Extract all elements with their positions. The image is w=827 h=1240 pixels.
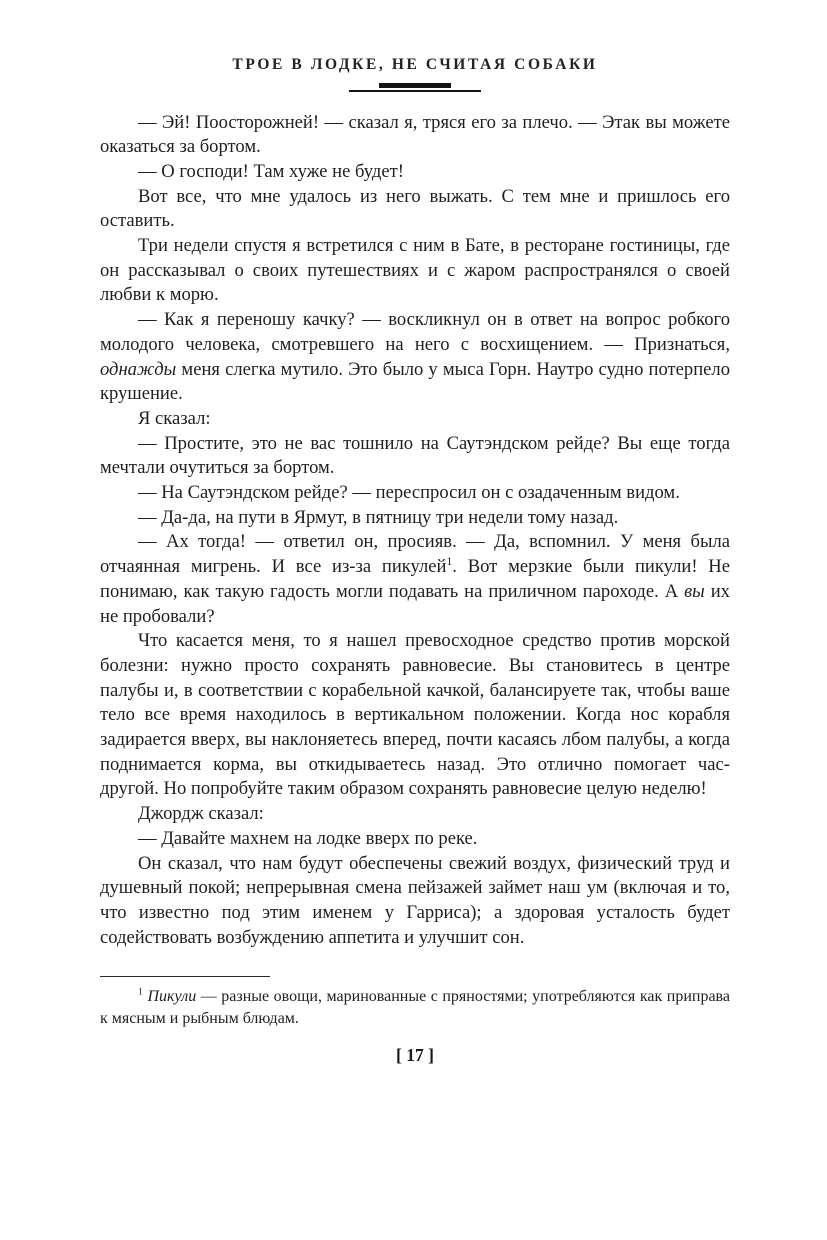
paragraph: — Эй! Поосторожней! — сказал я, тряся его за плечо. — Этак вы можете оказаться за бортом. xyxy=(100,111,730,158)
divider-thick-bar xyxy=(379,83,451,88)
paragraph: Вот все, что мне удалось из него выжать. С тем мне и пришлось его оставить. xyxy=(100,185,730,232)
paragraph: — О господи! Там хуже не будет! xyxy=(138,160,404,182)
paragraph: Три недели спустя я встретился с ним в Бате, в ресторане гостиницы, где он рассказывал о своих путешествиях и с жаром распространялся о своей любви к морю. xyxy=(100,235,730,306)
divider-thin-line xyxy=(349,90,481,92)
paragraph: — Простите, это не вас тошнило на Саутэндском рейде? Вы еще тогда мечтали очутиться за бортом. xyxy=(100,432,730,479)
paragraph: Что касается меня, то я нашел превосходное средство против морской болезни: нужно просто сохранять равновесие. Вы становитесь в центре палубы и, в соответствии с корабельной качкой, балансируете так, чтобы ваше тело все время находилось в вертикальном положении. Когда нос корабля задирается вверх, вы наклоняетесь вперед, почти касаясь лбом палубы, а когда поднимается корма, вы откидываетесь назад. Это отлично помогает час-другой. Но попробуйте таким образом сохранять равновесие целую неделю! xyxy=(100,630,730,800)
header-divider-ornament xyxy=(100,83,730,92)
paragraph: Он сказал, что нам будут обеспечены свежий воздух, физический труд и душевный покой; непрерывная смена пейзажей займет наш ум (включая и то, что известно под этим именем у Гарриса); а здоровая усталость будет содействовать возбуждению аппетита и улучшит сон. xyxy=(100,852,730,948)
running-head: ТРОЕ В ЛОДКЕ, НЕ СЧИТАЯ СОБАКИ xyxy=(232,56,598,73)
page-number: [ 17 ] xyxy=(396,1045,434,1066)
paragraph: Джордж сказал: xyxy=(138,803,264,825)
footnote-separator xyxy=(100,976,270,977)
paragraph: Я сказал: xyxy=(138,407,211,429)
paragraph: — На Саутэндском рейде? — переспросил он с озадаченным видом. xyxy=(138,482,680,504)
paragraph: — Давайте махнем на лодке вверх по реке. xyxy=(138,827,478,849)
body-text xyxy=(100,111,730,951)
footnote-text: $^1$ Пикули — разные овощи, маринованные с пряностями; употребляются как приправа к мясным и рыбным блюдам. xyxy=(100,987,730,1028)
footnote xyxy=(100,986,730,1030)
paragraph: — Ах тогда! — ответил он, просияв. — Да, вспомнил. У меня была отчаянная мигрень. И все из-за пикулей$^1$. Вот мерзкие были пикули! Не понимаю, как такую гадость могли подавать на приличном пароходе. А вы их не пробовали? xyxy=(100,531,730,627)
paragraph: — Как я переношу качку? — воскликнул он в ответ на вопрос робкого молодого человека, смотревшего на него с восхищением. — Признаться, однажды меня слегка мутило. Это было у мыса Горн. Наутро судно потерпело крушение. xyxy=(100,309,730,405)
paragraph: — Да-да, на пути в Ярмут, в пятницу три недели тому назад. xyxy=(138,506,619,528)
